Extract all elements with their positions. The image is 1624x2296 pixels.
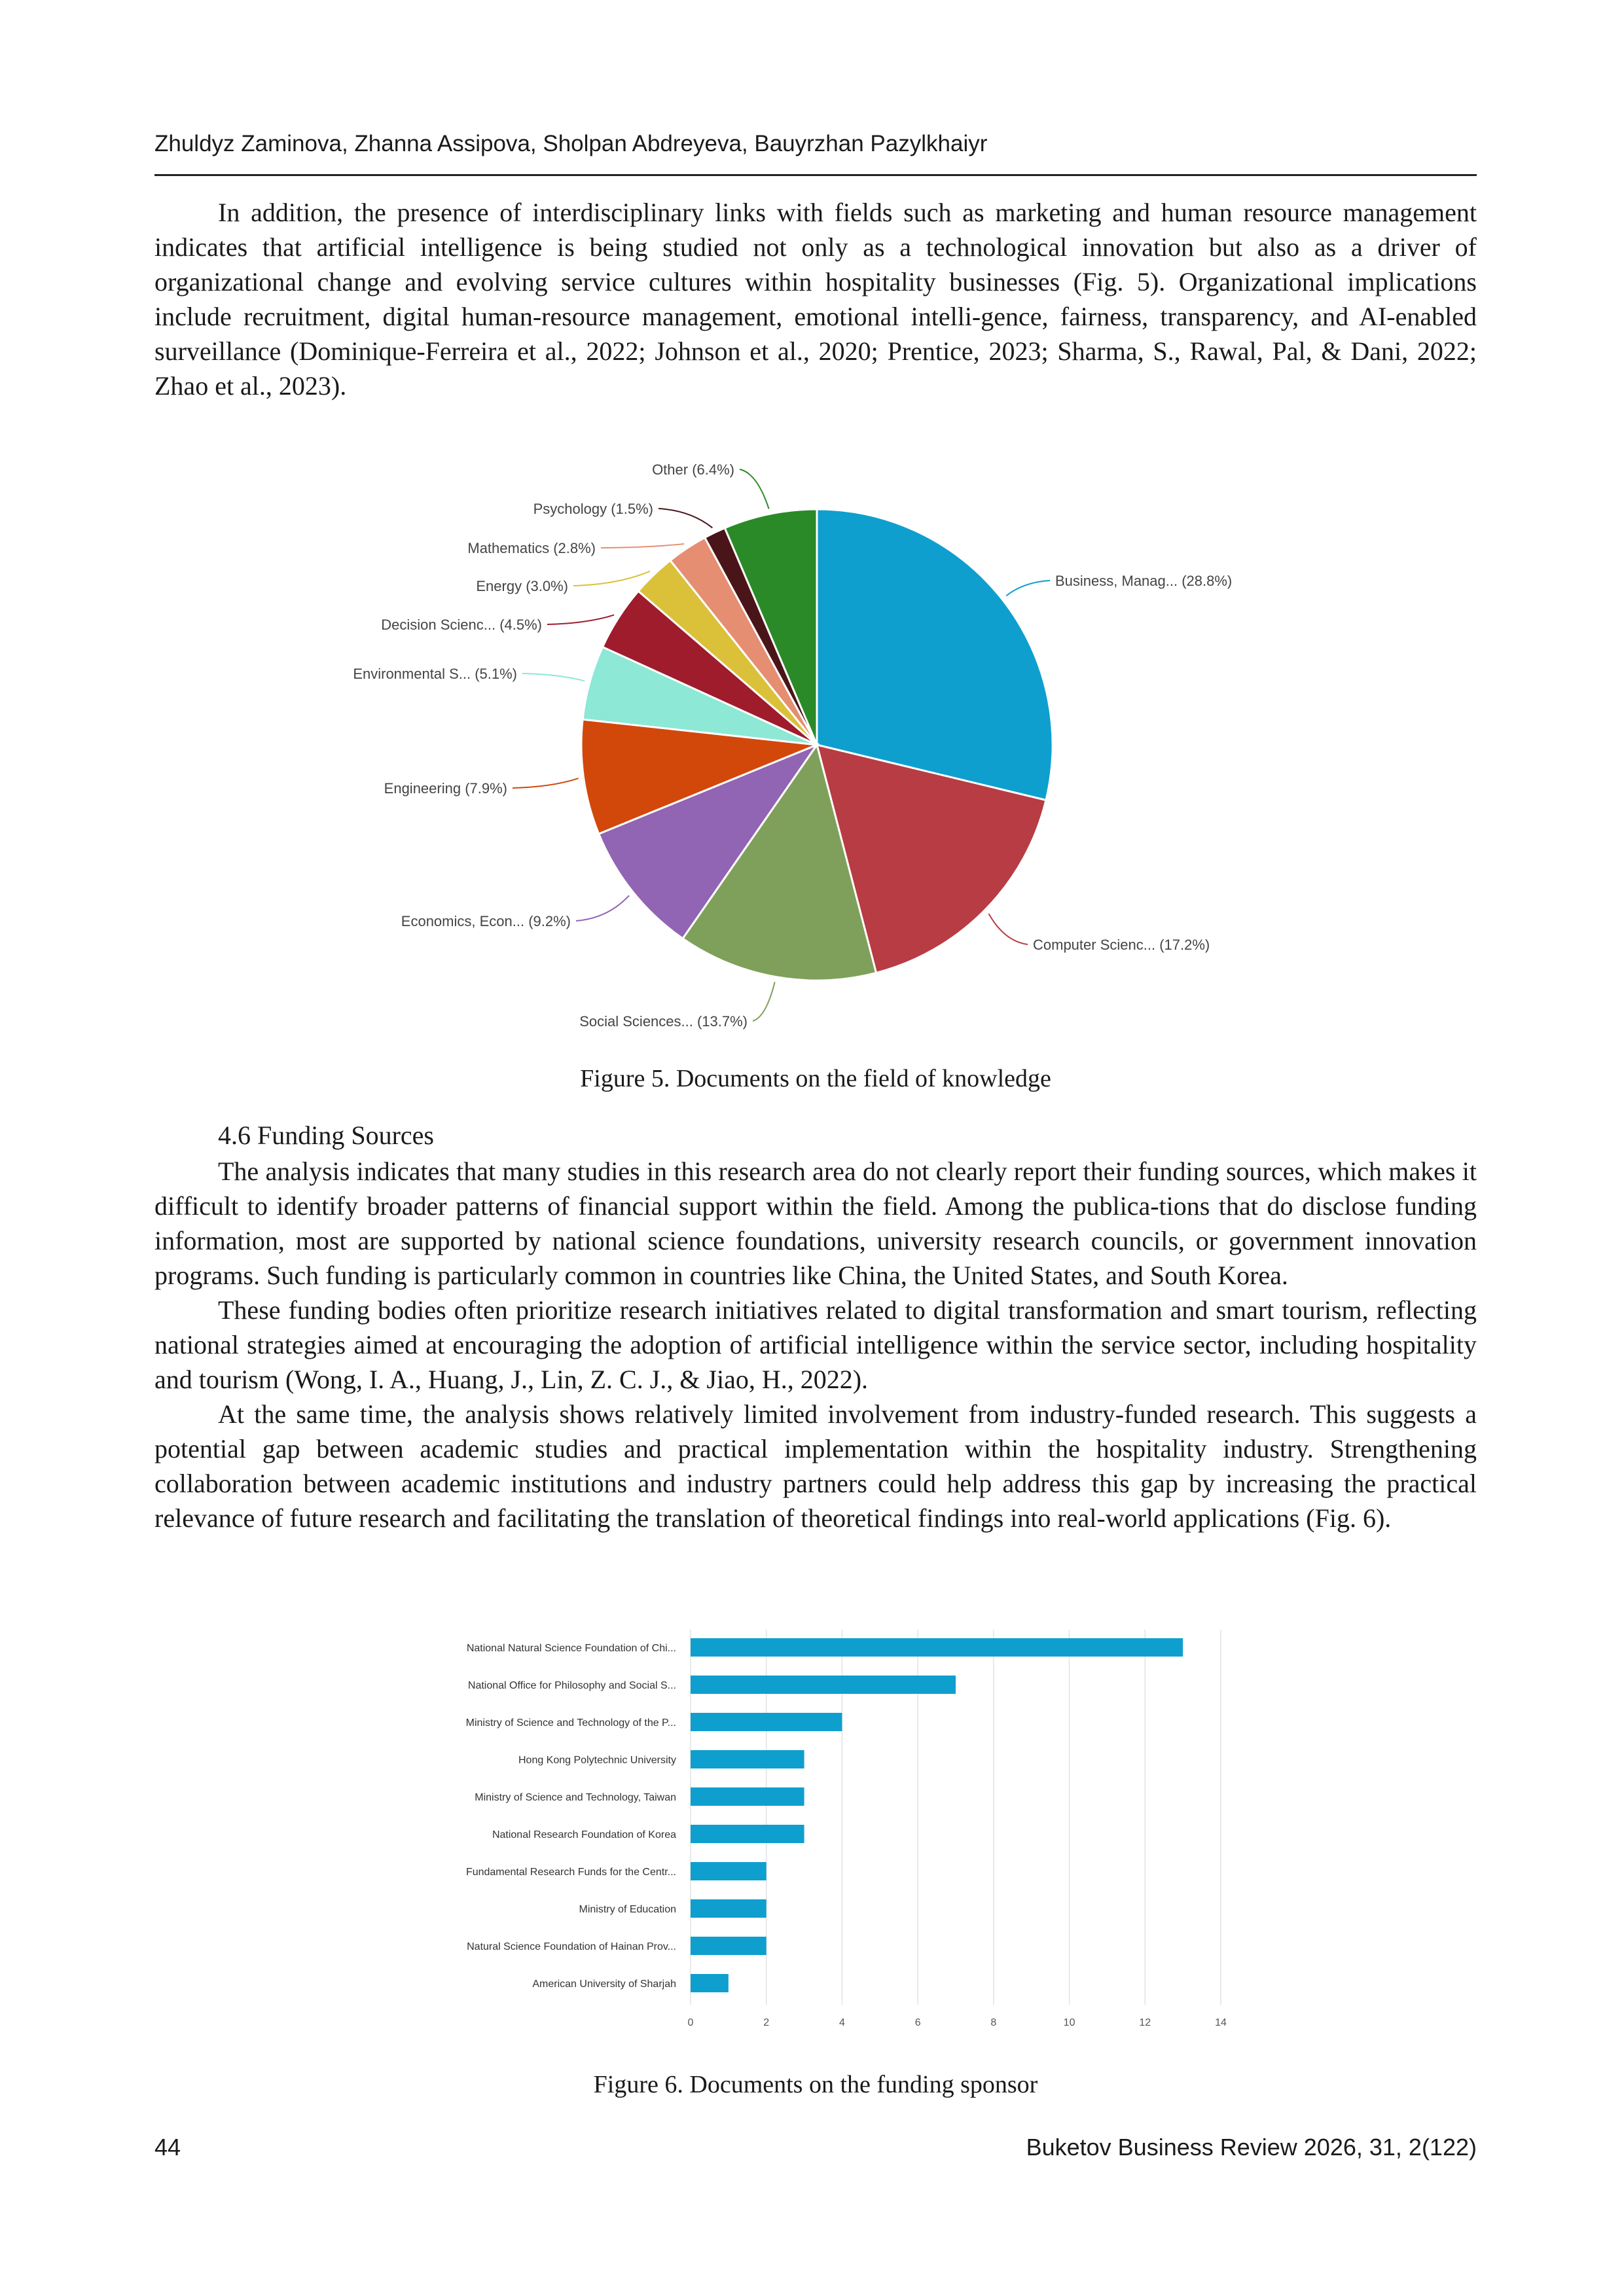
pie-slice-label: Social Sciences... (13.7%): [579, 1013, 748, 1030]
bar-category-label: National Natural Science Foundation of Chi...: [466, 1643, 676, 1654]
bar: [691, 1862, 767, 1880]
x-tick-label: 0: [687, 2017, 694, 2028]
header-divider: [154, 174, 1477, 176]
x-tick-label: 12: [1139, 2017, 1151, 2028]
bar-category-label: National Office for Philosophy and Social S...: [467, 1680, 676, 1691]
pie-leader-line: [659, 509, 712, 528]
pie-slice-label: Energy (3.0%): [476, 578, 568, 594]
pie-slice-label: Mathematics (2.8%): [467, 540, 596, 556]
bar: [691, 1750, 804, 1768]
bar: [691, 1713, 842, 1731]
bar-category-label: Ministry of Science and Technology of the P...: [465, 1717, 676, 1729]
pie-slice-label: Engineering (7.9%): [384, 780, 507, 797]
x-tick-label: 2: [763, 2017, 770, 2028]
figure6-caption: Figure 6. Documents on the funding sponsor: [593, 2071, 1038, 2098]
bar-category-label: National Research Foundation of Korea: [492, 1829, 676, 1840]
pie-leader-line: [740, 469, 769, 509]
paragraph: The analysis indicates that many studies in this research area do not clearly report their funding sources, which makes it difficult to identify broader patterns of financial support within the field. Among the publica-tions that do disclose funding information, most are supported by national science foundations, university research councils, or government innovation programs. Such funding is particularly common in countries like China, the United States, and South Korea.: [154, 1157, 1477, 1290]
journal-citation: Buketov Business Review 2026, 31, 2(122): [1026, 2134, 1477, 2161]
pie-slice-label: Psychology (1.5%): [533, 501, 653, 517]
bar-category-label: American University of Sharjah: [532, 1979, 676, 1990]
bar-category-label: Natural Science Foundation of Hainan Prov...: [467, 1941, 676, 1952]
section-heading: 4.6 Funding Sources: [218, 1121, 434, 1150]
pie-slice-label: Other (6.4%): [652, 461, 734, 478]
pie-leader-line: [513, 778, 579, 788]
pie-slice-label: Environmental S... (5.1%): [353, 666, 517, 682]
bar: [691, 1937, 767, 1955]
bar-category-label: Ministry of Education: [579, 1904, 676, 1915]
pie-slice-label: Decision Scienc... (4.5%): [381, 617, 542, 633]
pie-leader-line: [573, 571, 650, 586]
bar: [691, 1899, 767, 1918]
bar: [691, 1974, 729, 1992]
pie-leader-line: [547, 615, 614, 624]
bar: [691, 1638, 1183, 1657]
x-tick-label: 4: [839, 2017, 845, 2028]
paragraph: In addition, the presence of interdisciplinary links with fields such as marketing and human resource management indicates that artificial intelligence is being studied not only as a technological innovation but also as a driver of organizational change and evolving service cultures within hospitality businesses (Fig. 5). Organizational implications include recruitment, digital human-resource management, emotional intelli-gence, fairness, transparency, and AI-enabled surveillance (Dominique-Ferreira et al., 2022; Johnson et al., 2020; Prentice, 2023; Sharma, S., Rawal, Pal, & Dani, 2022; Zhao et al., 2023).: [154, 198, 1477, 401]
figure6-bar-chart: [0, 1617, 1624, 2036]
paragraph: At the same time, the analysis shows relatively limited involvement from industry-funded research. This suggests a potential gap between academic studies and practical implementation within the hospitality industry. Strengthening collaboration between academic institutions and industry partners could help address this gap by increasing the practical relevance of future research and facilitating the translation of theoretical findings into real-world applications (Fig. 6).: [154, 1399, 1477, 1533]
x-tick-label: 14: [1215, 2017, 1227, 2028]
bar-category-label: Ministry of Science and Technology, Taiwan: [475, 1792, 676, 1803]
pie-slice-label: Economics, Econ... (9.2%): [401, 913, 571, 929]
pie-leader-line: [576, 895, 629, 921]
paragraph: These funding bodies often prioritize research initiatives related to digital transformation and smart tourism, reflecting national strategies aimed at encouraging the adoption of artificial intelligence within the service sector, including hospitality and tourism (Wong, I. A., Huang, J., Lin, Z. C. J., & Jiao, H., 2022).: [154, 1295, 1477, 1394]
running-header: Zhuldyz Zaminova, Zhanna Assipova, Sholpan Abdreyeva, Bauyrzhan Pazylkhaiyr: [154, 131, 988, 156]
pie-leader-line: [601, 544, 684, 548]
pie-slice-label: Computer Scienc... (17.2%): [1033, 937, 1210, 953]
bar-category-label: Hong Kong Polytechnic University: [518, 1755, 676, 1766]
bar: [691, 1787, 804, 1806]
body-text-mid: [154, 1154, 1477, 1535]
bar-category-label: Fundamental Research Funds for the Centr...: [465, 1867, 676, 1878]
body-text-top: [154, 195, 1477, 403]
pie-leader-line: [1006, 581, 1050, 596]
pie-leader-line: [988, 914, 1028, 944]
pie-slice-label: Business, Manag... (28.8%): [1055, 573, 1233, 589]
x-tick-label: 8: [990, 2017, 997, 2028]
x-tick-label: 6: [914, 2017, 921, 2028]
pie-leader-line: [522, 673, 585, 681]
figure5-pie-chart: [0, 419, 1624, 1073]
bar: [691, 1825, 804, 1843]
figure5-caption: Figure 5. Documents on the field of knowledge: [580, 1065, 1051, 1092]
pie-leader-line: [753, 982, 775, 1021]
x-tick-label: 10: [1063, 2017, 1075, 2028]
bar: [691, 1676, 956, 1694]
page-number: 44: [154, 2134, 181, 2161]
